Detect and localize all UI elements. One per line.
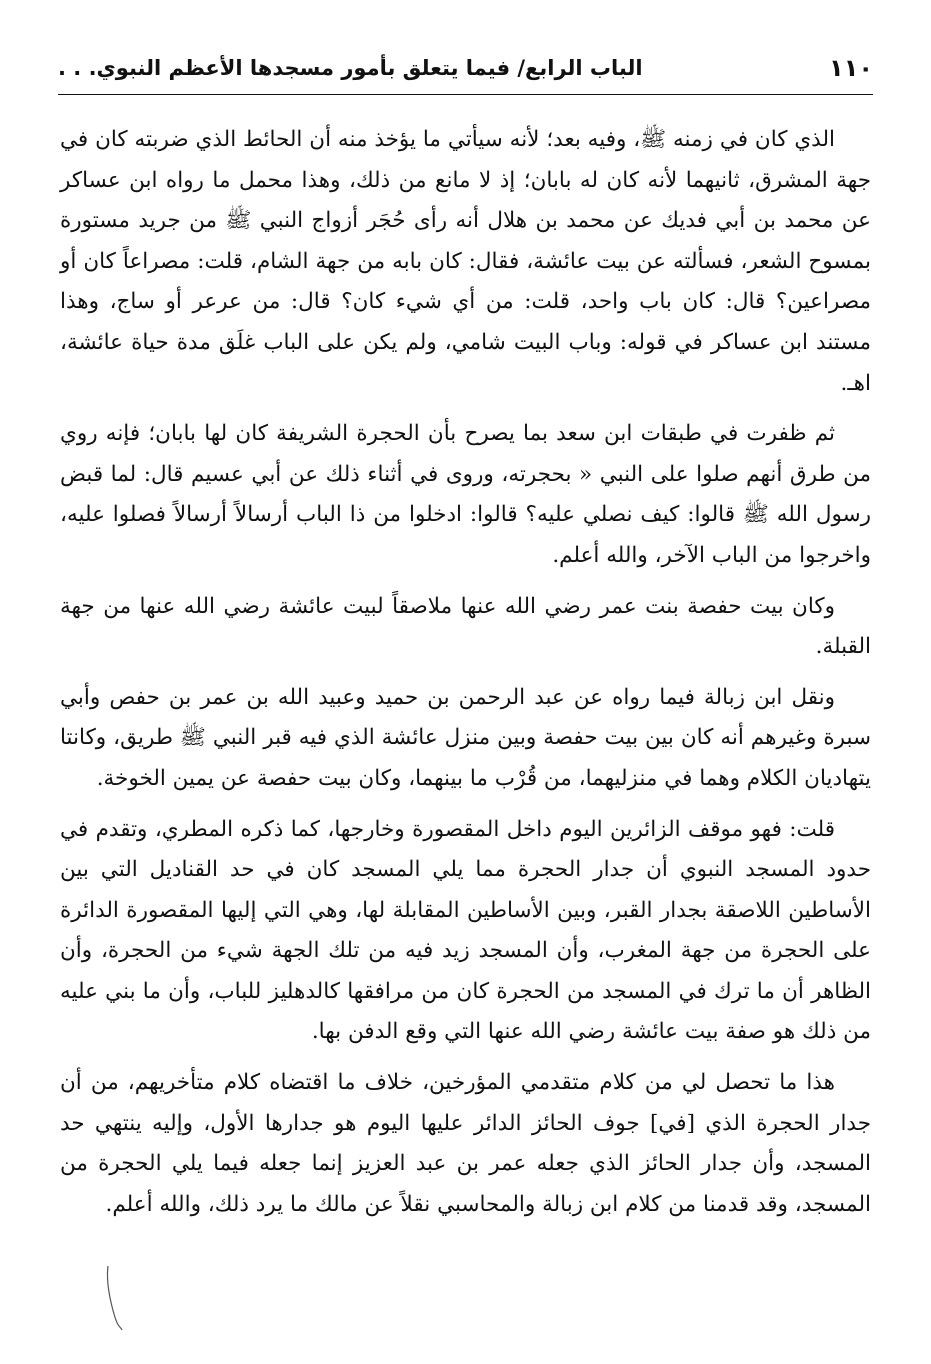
page-number: ١١٠ <box>829 54 873 82</box>
paragraph: ثم ظفرت في طبقات ابن سعد بما يصرح بأن الحجرة الشريفة كان لها بابان؛ فإنه روي من طرق أنهم صلوا على النبي « بحجرته، وروى في أثناء ذلك عن أبي عسيم قال: لما قبض رسول الله ﷺ قالوا: كيف نصلي عليه؟ قالوا: ادخلوا من ذا الباب أرسالاً أرسالاً فصلوا عليه، واخرجوا من الباب الآخر، والله أعلم. <box>60 421 871 568</box>
paragraph: وكان بيت حفصة بنت عمر رضي الله عنها ملاصقاً لبيت عائشة رضي الله عنها من جهة القبلة. <box>60 593 871 660</box>
header-divider <box>58 94 873 95</box>
paragraph: قلت: فهو موقف الزائرين اليوم داخل المقصورة وخارجها، كما ذكره المطري، وتقدم في حدود المسجد النبوي أن جدار الحجرة مما يلي المسجد كان في حد القناديل التي بين الأساطين اللاصقة بجدار القبر، وبين الأساطين المقابلة لها، وهي التي إليها المقصورة الدائرة على الحجرة من جهة المغرب، وأن المسجد زيد فيه من تلك الجهة شيء من الحجرة، وأن الظاهر أن ما ترك في المسجد من الحجرة كان من مرافقها كالدهليز للباب، وأن ما بني عليه من ذلك هو صفة بيت عائشة رضي الله عنها التي وقع الدفن بها. <box>60 816 871 1045</box>
running-header <box>58 48 873 88</box>
paragraph: ونقل ابن زبالة فيما رواه عن عبد الرحمن بن حميد وعبيد الله بن عمر بن حفص وأبي سبرة وغيرهم أنه كان بين بيت حفصة وبين منزل عائشة الذي فيه قبر النبي ﷺ طريق، وكانتا يتهاديان الكلام وهما في منزليهما، من قُرْب ما بينهما، وكان بيت حفصة عن يمين الخوخة. <box>60 684 871 791</box>
body-text <box>60 120 871 1235</box>
paragraph: هذا ما تحصل لي من كلام متقدمي المؤرخين، خلاف ما اقتضاه كلام متأخريهم، من أن جدار الحجرة الذي [في] جوف الحائز الدائر عليها اليوم هو جدارها الأول، وإليه ينتهي حد المسجد، وأن جدار الحائز الذي جعله عمر بن عبد العزيز إنما جعله فيما يلي الحجرة من المسجد، وقد قدمنا من كلام ابن زبالة والمحاسبي نقلاً عن مالك ما يرد ذلك، والله أعلم. <box>60 1070 871 1217</box>
pen-mark-scribble <box>100 1262 130 1332</box>
chapter-title: الباب الرابع/ فيما يتعلق بأمور مسجدها الأعظم النبوي. . . <box>58 56 643 80</box>
paragraph: الذي كان في زمنه ﷺ، وفيه بعد؛ لأنه سيأتي ما يؤخذ منه أن الحائط الذي ضربته كان في جهة المشرق، ثانيهما لأنه كان له بابان؛ إذ لا مانع من ذلك، وهذا محمل ما رواه ابن عساكر عن محمد بن أبي فديك عن محمد بن هلال أنه رأى حُجَر أزواج النبي ﷺ من جريد مستورة بمسوح الشعر، فسألته عن بيت عائشة، فقال: كان بابه من جهة الشام، قلت: مصراعاً كان أو مصراعين؟ قال: كان باب واحد، قلت: من أي شيء كان؟ قال: من عرعر أو ساج، وهذا مستند ابن عساكر في قوله: وباب البيت شامي، ولم يكن على الباب غلَق مدة حياة عائشة، اهـ. <box>60 127 872 396</box>
